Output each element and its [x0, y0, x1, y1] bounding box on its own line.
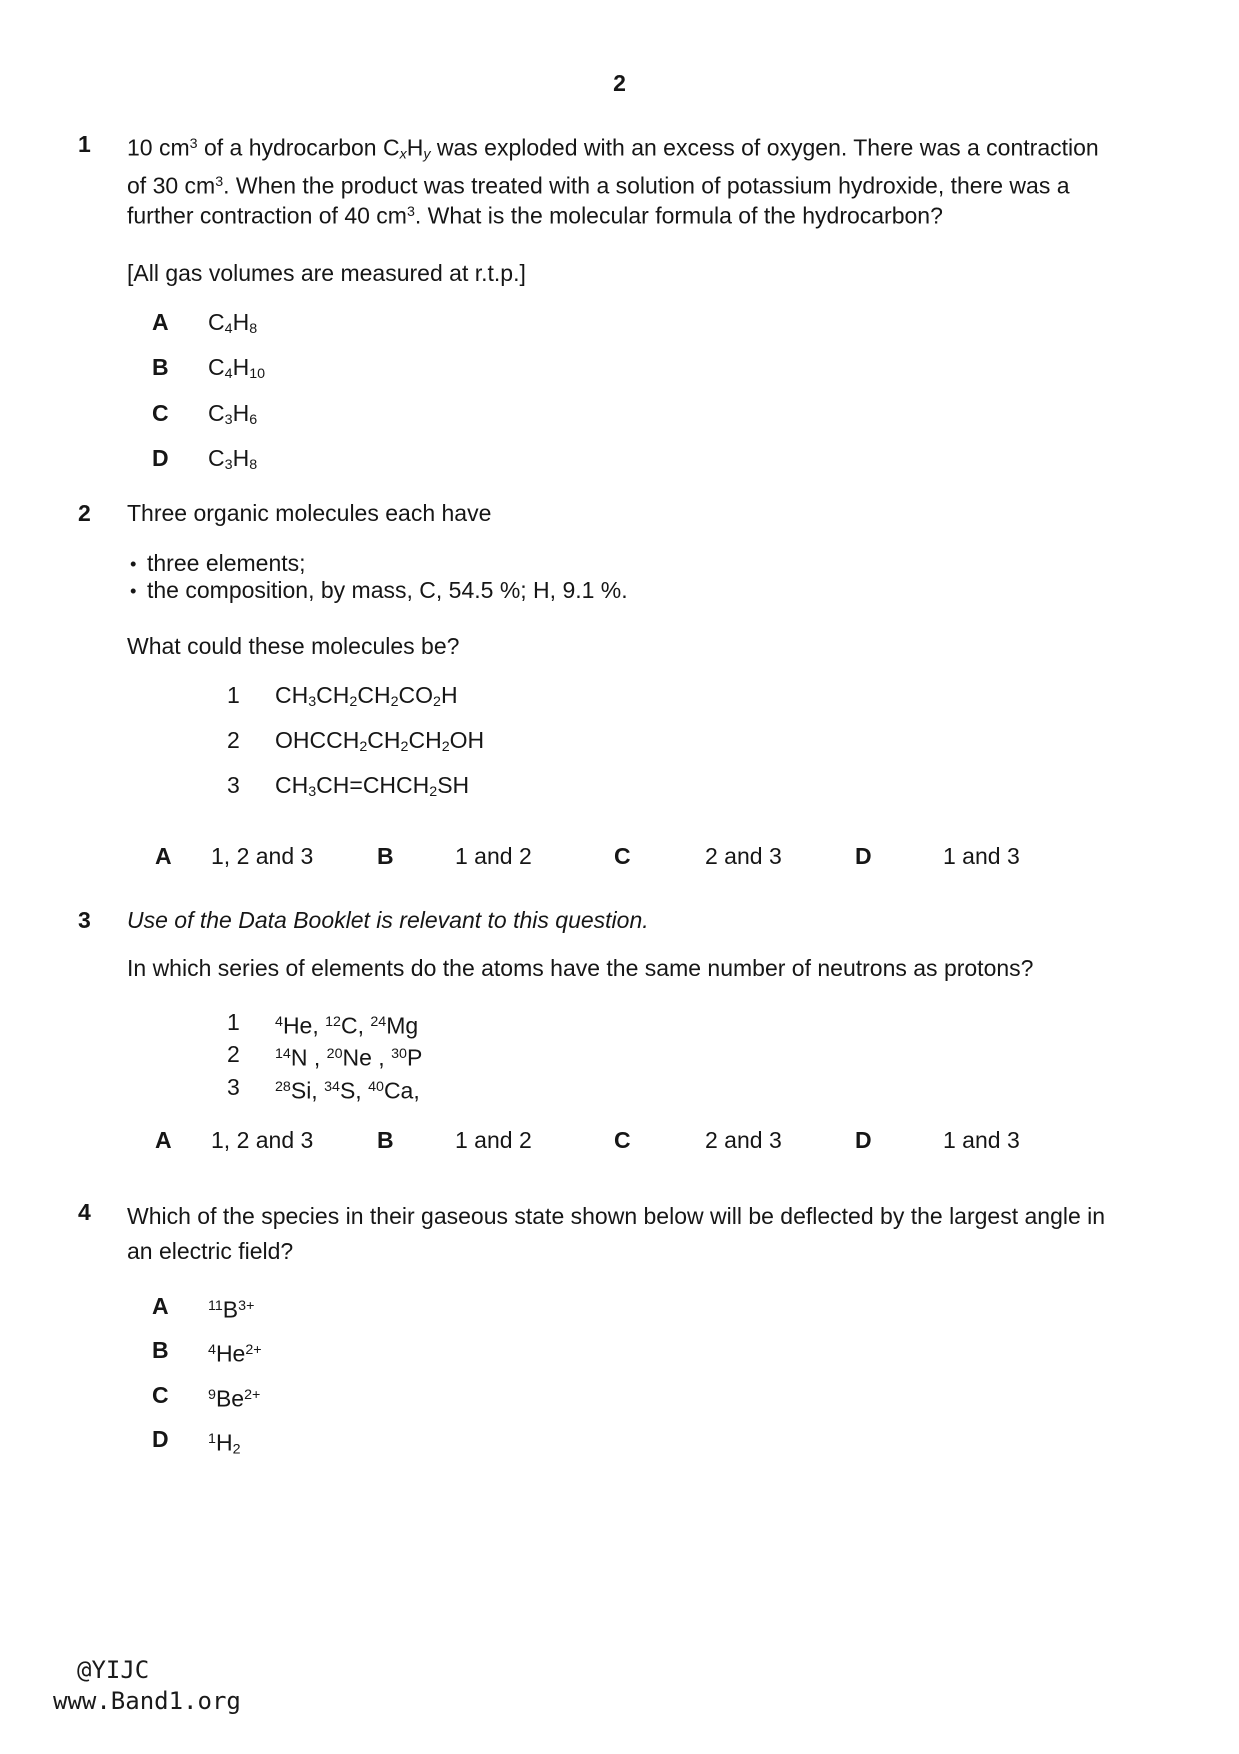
option-label: B [152, 354, 169, 381]
option-label: A [155, 843, 172, 870]
option-text: 1, 2 and 3 [211, 843, 314, 870]
question-1-text-line-1: 10 $cm^3$ of a hydrocarbon $C_xH_y$ was exploded with an excess of oxygen. There was a contraction [127, 134, 1099, 163]
option-text: 1, 2 and 3 [211, 1127, 314, 1154]
option-row-d [127, 445, 1202, 479]
question-1-note: [All gas volumes are measured at r.t.p.] [127, 260, 526, 287]
option-label: D [855, 843, 872, 870]
footer [53, 1655, 241, 1717]
statement-number: 3 [227, 772, 240, 799]
option-text: 1 and 3 [943, 1127, 1020, 1154]
statement-row [127, 1074, 1202, 1104]
option-label: B [377, 1127, 394, 1154]
option-text: 1 and 2 [455, 843, 532, 870]
bullet-text: the composition, by mass, C, 54.5 %; H, 9.1 %. [147, 577, 628, 603]
option-formula: $C_4H_8$ [208, 309, 258, 338]
option-formula: $C_3H_8$ [208, 444, 258, 473]
question-4-options [127, 1293, 1202, 1464]
statement-number: 3 [227, 1073, 240, 1100]
option-label: C [614, 1127, 631, 1154]
statement-number: 1 [227, 1009, 240, 1035]
question-4 [78, 1199, 1202, 1478]
question-1-number: 1 [78, 131, 91, 157]
option-formula: $C_3H_6$ [208, 399, 258, 428]
question-2 [78, 500, 1202, 870]
option-label: C [614, 843, 631, 870]
statement-number: 2 [227, 727, 240, 754]
statement-number: 1 [227, 682, 240, 708]
bullet-text: three elements; [147, 550, 306, 576]
option-label: D [855, 1127, 872, 1154]
statement-row [127, 727, 1202, 761]
option-label: A [155, 1127, 172, 1154]
option-text: 2 and 3 [705, 1127, 782, 1154]
bullet-icon: • [130, 580, 137, 601]
option-label: A [152, 1293, 169, 1319]
question-4-number: 4 [78, 1199, 91, 1225]
option-text: 2 and 3 [705, 843, 782, 870]
question-3-answer-row [127, 1127, 1202, 1154]
question-3-preamble: Use of the Data Booklet is relevant to this question. [127, 907, 649, 933]
statement-number: 2 [227, 1041, 240, 1068]
option-row-a [127, 309, 1202, 343]
statement-formula: $CH_3CH_2CH_2CO_2H$ [275, 682, 458, 711]
question-2-question: What could these molecules be? [127, 633, 460, 659]
question-3-question: In which series of elements do the atoms have the same number of neutrons as protons? [127, 955, 1034, 981]
question-2-statements [127, 682, 1202, 806]
question-1-options [127, 309, 1202, 479]
statement-formula: $^{28}$Si, $^{34}$S, $^{40}$Ca, [275, 1077, 420, 1104]
option-formula: $C_4H_{10}$ [208, 354, 266, 383]
statement-row [127, 772, 1202, 806]
option-formula: $^1H_2$ [208, 1429, 241, 1458]
option-row-b [127, 354, 1202, 388]
option-formula: $^{11}B^{3+}$ [208, 1296, 255, 1323]
bullet-item [127, 550, 1202, 577]
question-2-bullets [127, 550, 1202, 604]
bullet-item [127, 577, 1202, 604]
option-label: B [152, 1337, 169, 1364]
question-4-text-line-1: Which of the species in their gaseous state shown below will be deflected by the largest angle in [127, 1203, 1106, 1229]
statement-row [127, 1041, 1202, 1071]
footer-site: www.Band1.org [53, 1687, 241, 1715]
option-text: 1 and 2 [455, 1127, 532, 1154]
question-2-answer-row [127, 843, 1202, 870]
option-label: C [152, 399, 169, 426]
question-4-text-line-2: an electric field? [127, 1238, 294, 1264]
option-row-a [127, 1293, 1202, 1323]
question-3-number: 3 [78, 907, 91, 933]
option-text: 1 and 3 [943, 843, 1020, 870]
statement-formula: $OHCCH_2CH_2CH_2OH$ [275, 727, 485, 756]
statement-formula: $CH_3CH=CHCH_2SH$ [275, 772, 470, 801]
question-2-heading: Three organic molecules each have [127, 500, 492, 526]
statement-formula: $^{14}$N , $^{20}$Ne , $^{30}$P [275, 1044, 423, 1071]
question-2-number: 2 [78, 500, 91, 526]
footer-handle: @YIJC [77, 1656, 150, 1684]
option-label: C [152, 1381, 169, 1408]
option-label: A [152, 309, 169, 336]
option-row-b [127, 1337, 1202, 1367]
option-row-c [127, 400, 1202, 434]
option-label: D [152, 444, 169, 471]
statement-row [127, 1009, 1202, 1039]
option-row-c [127, 1382, 1202, 1412]
option-label: B [377, 843, 394, 870]
page-number: 2 [613, 70, 626, 96]
question-3-statements [127, 1009, 1202, 1104]
option-row-d [127, 1426, 1202, 1464]
question-1 [78, 131, 1202, 490]
option-label: D [152, 1426, 169, 1453]
option-formula: $^9Be^{2+}$ [208, 1385, 261, 1412]
option-formula: $^4He^{2+}$ [208, 1340, 262, 1367]
bullet-icon: • [130, 553, 137, 574]
statement-formula: $^4$He, $^{12}$C, $^{24}$Mg [275, 1012, 419, 1039]
question-3 [78, 907, 1202, 1154]
question-1-text-line-2: of 30 $cm^3$. When the product was treated with a solution of potassium hydroxide, there was a [127, 171, 1070, 198]
question-1-text-line-3: further contraction of 40 $cm^3$. What is the molecular formula of the hydrocarbon? [127, 202, 943, 229]
statement-row [127, 682, 1202, 716]
